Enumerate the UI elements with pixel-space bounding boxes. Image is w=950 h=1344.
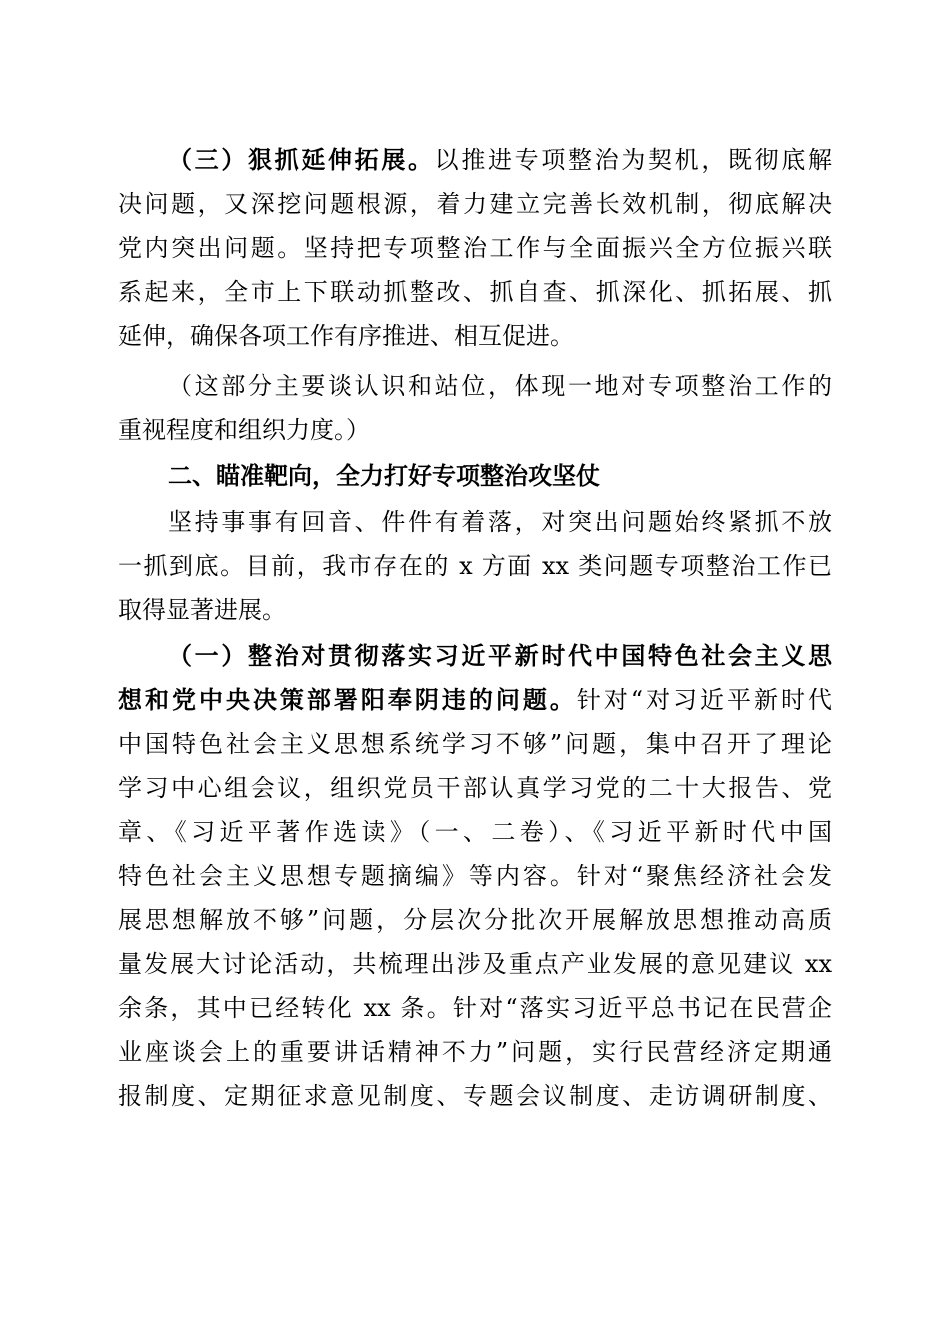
para1-line-3: 党内突出问题。坚持把专项整治工作与全面振兴全方位振兴联 bbox=[118, 234, 832, 262]
para3-line-10: 业座谈会上的重要讲话精神不力”问题，实行民营经济定期通 bbox=[118, 1038, 832, 1066]
note-line-1: （这部分主要谈认识和站位，体现一地对专项整治工作的 bbox=[168, 372, 832, 400]
para3-title-end: 想和党中央决策部署阳奉阴违的问题。 bbox=[118, 686, 577, 714]
para1-line-2: 决问题，又深挖问题根源，着力建立完善长效机制，彻底解决 bbox=[118, 190, 832, 218]
para3-line-2-text: 针对“对习近平新时代 bbox=[576, 686, 832, 714]
para2-line-3: 取得显著进展。 bbox=[118, 596, 286, 624]
para3-line-6: 特色社会主义思想专题摘编》等内容。针对“聚焦经济社会发 bbox=[118, 862, 832, 890]
para1-title: （三）狠抓延伸拓展。 bbox=[168, 146, 435, 174]
para1-line-5: 延伸，确保各项工作有序推进、相互促进。 bbox=[118, 322, 574, 350]
para3-line-9: 余条，其中已经转化 xx 条。针对“落实习近平总书记在民营企 bbox=[118, 994, 832, 1022]
para3-line-8: 量发展大讨论活动，共梳理出涉及重点产业发展的意见建议 xx bbox=[118, 950, 832, 978]
para1-line-4: 系起来，全市上下联动抓整改、抓自查、抓深化、抓拓展、抓 bbox=[118, 278, 832, 306]
para3-line-1: （一）整治对贯彻落实习近平新时代中国特色社会主义思 bbox=[168, 642, 832, 670]
para3-line-5: 章、《习近平著作选读》（一、二卷）、《习近平新时代中国 bbox=[118, 818, 832, 846]
para3-line-2 bbox=[118, 678, 832, 722]
para3-line-3: 中国特色社会主义思想系统学习不够”问题，集中召开了理论 bbox=[118, 730, 832, 758]
para3-line-11: 报制度、定期征求意见制度、专题会议制度、走访调研制度、 bbox=[118, 1082, 832, 1110]
para2-line-1: 坚持事事有回音、件件有着落，对突出问题始终紧抓不放 bbox=[168, 508, 832, 536]
note-line-2: 重视程度和组织力度。） bbox=[118, 416, 370, 444]
para1-line-1-text: 以推进专项整治为契机，既彻底解 bbox=[434, 146, 833, 174]
section-heading: 二、瞄准靶向，全力打好专项整治攻坚仗 bbox=[168, 462, 600, 490]
para3-line-4: 学习中心组会议，组织党员干部认真学习党的二十大报告、党 bbox=[118, 774, 832, 802]
para1-line-1 bbox=[168, 138, 832, 182]
para3-line-7: 展思想解放不够”问题，分层次分批次开展解放思想推动高质 bbox=[118, 906, 832, 934]
para2-line-2: 一抓到底。目前，我市存在的 x 方面 xx 类问题专项整治工作已 bbox=[118, 552, 832, 580]
